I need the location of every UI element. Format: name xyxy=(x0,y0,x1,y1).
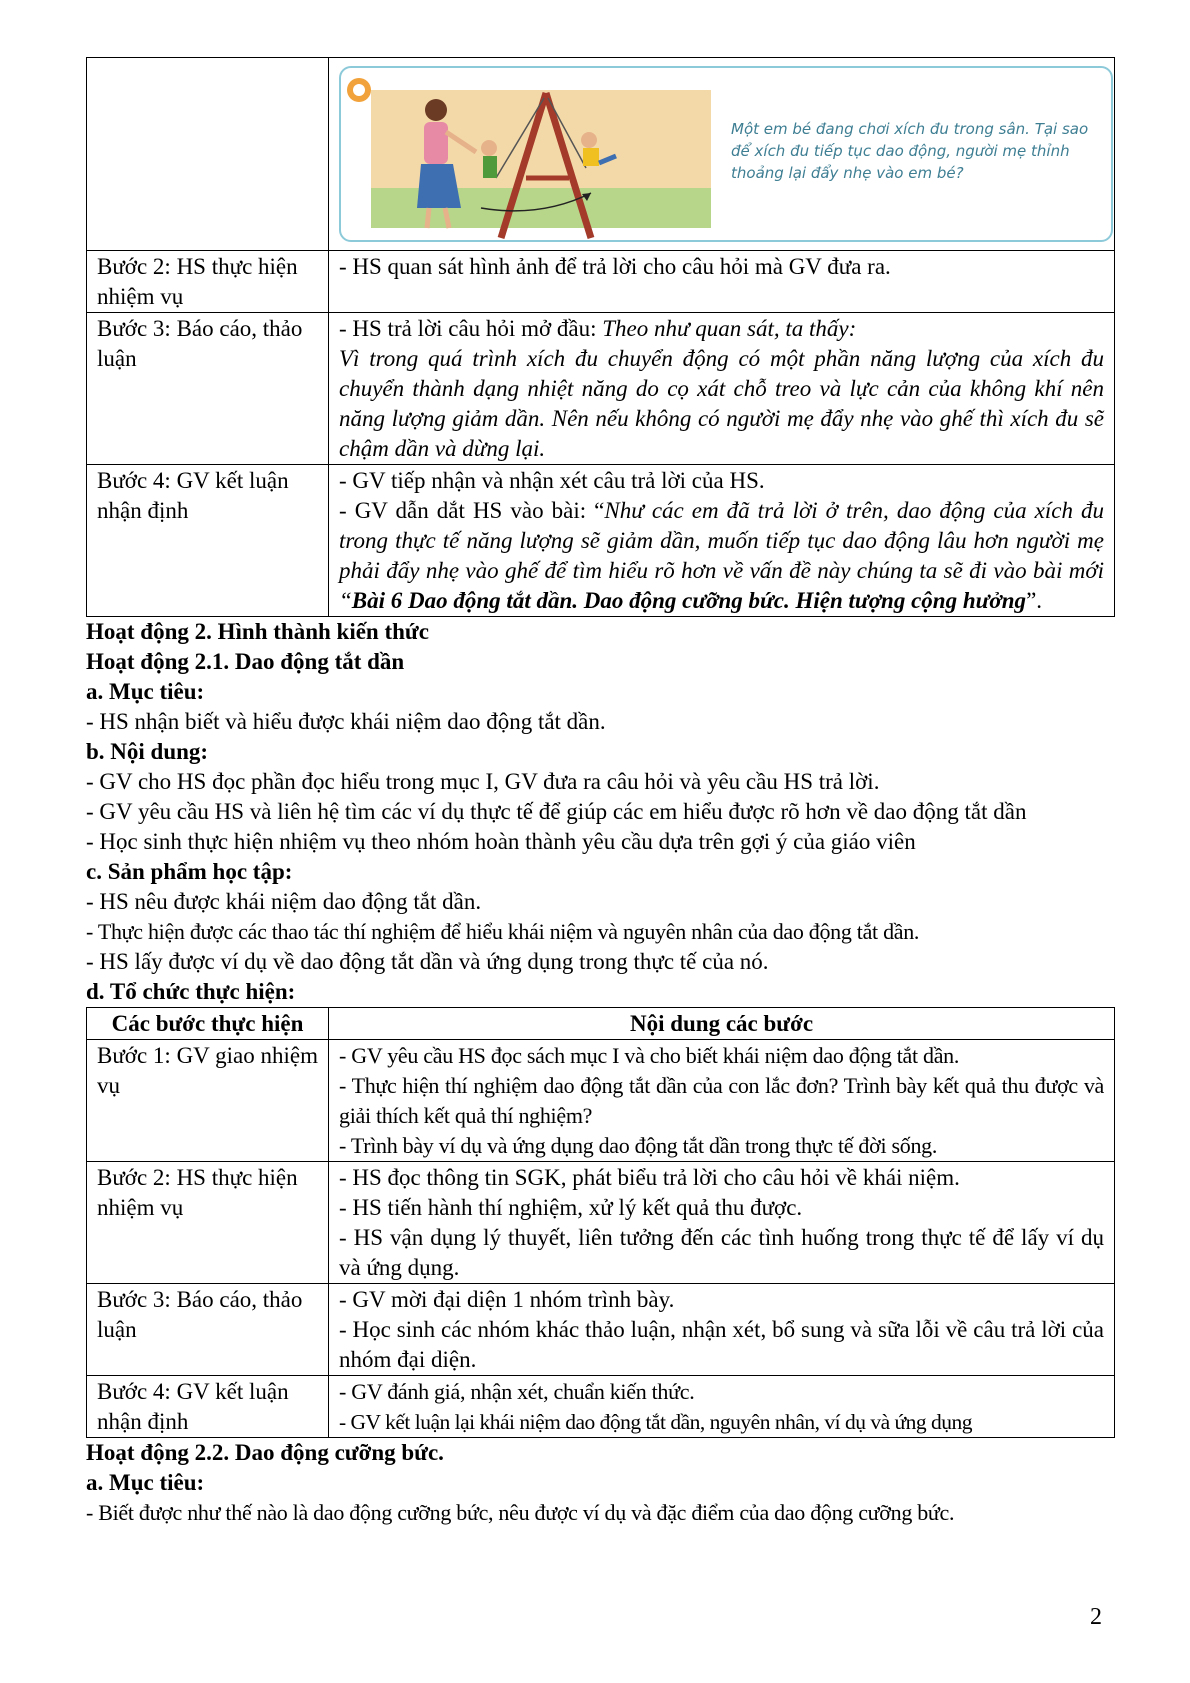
image-caption: Một em bé đang chơi xích đu trong sân. Tại sao để xích đu tiếp tục dao động, người mẹ thỉnh thoảng lại đẩy nhẹ vào em bé? xyxy=(731,120,1089,182)
steps-table xyxy=(86,1007,1115,1438)
content-line: - Trình bày ví dụ và ứng dụng dao động tắt dần trong thực tế đời sống. xyxy=(339,1133,938,1158)
table-row xyxy=(87,1284,1115,1376)
table-row xyxy=(87,58,1115,251)
content-line: - GV tiếp nhận và nhận xét câu trả lời của HS. xyxy=(339,468,765,493)
content-suffix: ”. xyxy=(1026,588,1043,613)
heading-activity-2-1: Hoạt động 2.1. Dao động tắt dần xyxy=(86,649,405,674)
content-lead: - HS trả lời câu hỏi mở đầu: xyxy=(339,316,603,341)
page-content xyxy=(86,57,1116,1528)
table-row xyxy=(87,1040,1115,1162)
content-line: - Học sinh các nhóm khác thảo luận, nhận xét, bổ sung và sữa lỗi về câu trả lời của nhóm đại diện. xyxy=(339,1317,1104,1372)
swing-illustration xyxy=(339,66,1113,242)
content-line: - GV yêu cầu HS đọc sách mục I và cho biết khái niệm dao động tắt dần. xyxy=(339,1043,960,1068)
header-steps: Các bước thực hiện xyxy=(87,1008,329,1040)
heading-c: c. Sản phẩm học tập: xyxy=(86,859,293,884)
empty-cell xyxy=(87,58,329,251)
content-line: - HS tiến hành thí nghiệm, xử lý kết quả thu được. xyxy=(339,1195,803,1220)
content-cell xyxy=(329,313,1115,465)
step-cell: Bước 4: GV kết luận nhận định xyxy=(87,465,329,617)
table-header-row xyxy=(87,1008,1115,1040)
content-cell xyxy=(329,465,1115,617)
list-item: - HS nhận biết và hiểu được khái niệm dao động tắt dần. xyxy=(86,709,606,734)
list-item: - GV cho HS đọc phần đọc hiểu trong mục I, GV đưa ra câu hỏi và yêu cầu HS trả lời. xyxy=(86,769,880,794)
lesson-title: Bài 6 Dao động tắt dần. Dao động cưỡng bức. Hiện tượng cộng hưởng xyxy=(351,588,1027,613)
heading-a: a. Mục tiêu: xyxy=(86,679,205,704)
list-item: - GV yêu cầu HS và liên hệ tìm các ví dụ thực tế để giúp các em hiểu được rõ hơn về dao động tắt dần xyxy=(86,799,1027,824)
content-line: - HS quan sát hình ảnh để trả lời cho câu hỏi mà GV đưa ra. xyxy=(339,254,891,279)
content-line: - HS vận dụng lý thuyết, liên tưởng đến các tình huống trong thực tế để lấy ví dụ và ứng dụng. xyxy=(339,1225,1104,1280)
list-item: - Thực hiện được các thao tác thí nghiệm để hiểu khái niệm và nguyên nhân của dao động tắt dần. xyxy=(86,919,920,944)
content-lead-italic: Theo như quan sát, ta thấy: xyxy=(602,316,857,341)
table-row xyxy=(87,1162,1115,1284)
list-item: - Học sinh thực hiện nhiệm vụ theo nhóm hoàn thành yêu cầu dựa trên gợi ý của giáo viên xyxy=(86,829,916,854)
table-row xyxy=(87,251,1115,313)
content-cell xyxy=(329,251,1115,313)
content-cell xyxy=(329,1162,1115,1284)
content-prefix: - GV dẫn dắt HS vào bài: “ xyxy=(339,498,605,523)
step-cell: Bước 3: Báo cáo, thảo luận xyxy=(87,313,329,465)
content-italic: Như các em đã trả lời ở trên, dao động của xích đu trong thực tế năng lượng sẽ giảm dần, muốn tiếp tục dao động lâu hơn người mẹ phải đẩy nhẹ vào ghế để tìm hiểu rõ hơn về vấn đề này chúng ta sẽ đi vào bài mới “ xyxy=(339,498,1105,613)
table-row xyxy=(87,313,1115,465)
image-cell xyxy=(329,58,1115,251)
content-line: - GV đánh giá, nhận xét, chuẩn kiến thức. xyxy=(339,1379,695,1404)
step-cell: Bước 4: GV kết luận nhận định xyxy=(87,1376,329,1438)
list-item: - Biết được như thế nào là dao động cưỡng bức, nêu được ví dụ và đặc điểm của dao động cưỡng bức. xyxy=(86,1500,955,1525)
table-row xyxy=(87,1376,1115,1438)
top-table xyxy=(86,57,1115,617)
list-item: - HS lấy được ví dụ về dao động tắt dần và ứng dụng trong thực tế của nó. xyxy=(86,949,769,974)
step-cell: Bước 2: HS thực hiện nhiệm vụ xyxy=(87,1162,329,1284)
heading-a: a. Mục tiêu: xyxy=(86,1470,205,1495)
heading-d: d. Tổ chức thực hiện: xyxy=(86,979,296,1004)
heading-activity-2: Hoạt động 2. Hình thành kiến thức xyxy=(86,619,429,644)
content-line: - Thực hiện thí nghiệm dao động tắt dần của con lắc đơn? Trình bày kết quả thu được và giải thích kết quả thí nghiệm? xyxy=(339,1073,1104,1128)
content-cell xyxy=(329,1376,1115,1438)
heading-b: b. Nội dung: xyxy=(86,739,209,764)
heading-activity-2-2: Hoạt động 2.2. Dao động cưỡng bức. xyxy=(86,1440,444,1465)
table-row xyxy=(87,465,1115,617)
header-content: Nội dung các bước xyxy=(329,1008,1115,1040)
page-number: 2 xyxy=(1090,1604,1102,1630)
content-line: - GV mời đại diện 1 nhóm trình bày. xyxy=(339,1287,675,1312)
content-italic: Vì trong quá trình xích đu chuyển động có một phần năng lượng của xích đu chuyển thành dạng nhiệt năng do cọ xát chỗ treo và lực cản của không khí nên năng lượng giảm dần. Nên nếu không có người mẹ đẩy nhẹ vào ghế thì xích đu sẽ chậm dần và dừng lại. xyxy=(339,346,1104,461)
content-cell xyxy=(329,1284,1115,1376)
content-cell xyxy=(329,1040,1115,1162)
step-cell: Bước 1: GV giao nhiệm vụ xyxy=(87,1040,329,1162)
step-cell: Bước 3: Báo cáo, thảo luận xyxy=(87,1284,329,1376)
content-line: - GV kết luận lại khái niệm dao động tắt dần, nguyên nhân, ví dụ và ứng dụng xyxy=(339,1410,973,1434)
step-cell: Bước 2: HS thực hiện nhiệm vụ xyxy=(87,251,329,313)
list-item: - HS nêu được khái niệm dao động tắt dần. xyxy=(86,889,482,914)
content-line: - HS đọc thông tin SGK, phát biểu trả lời cho câu hỏi về khái niệm. xyxy=(339,1165,960,1190)
